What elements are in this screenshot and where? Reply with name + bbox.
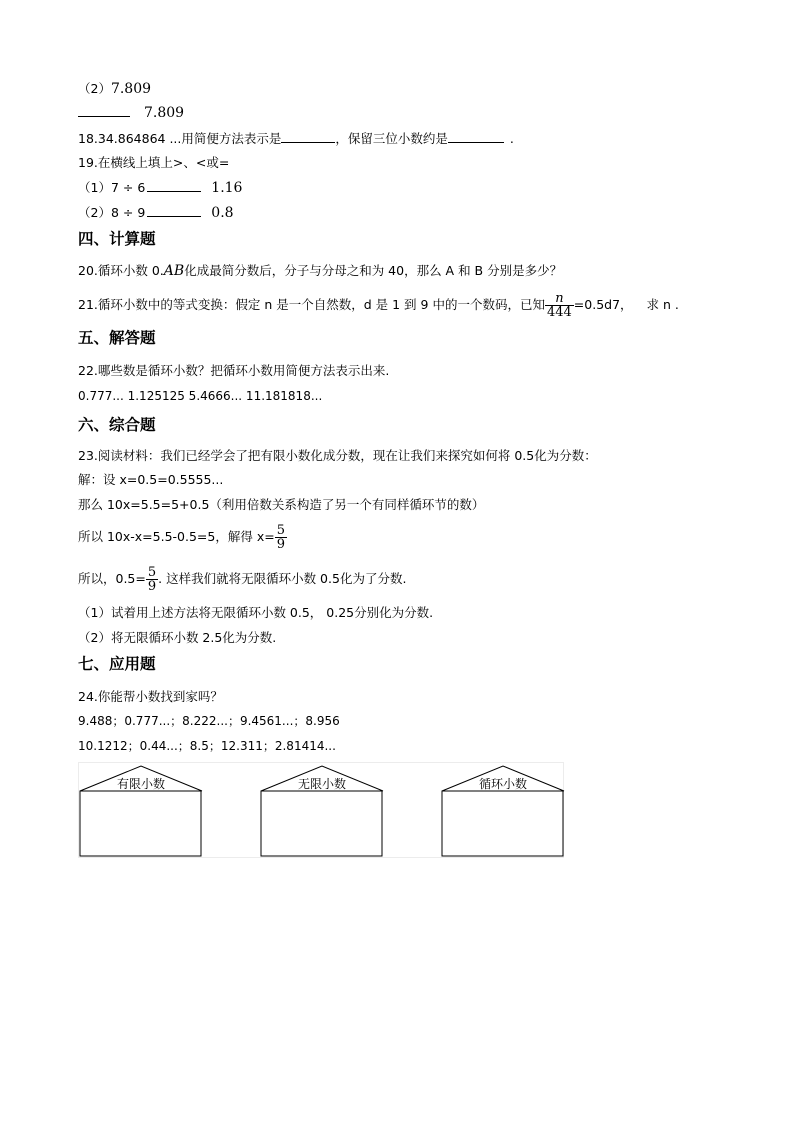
- house-repeating-decimal[interactable]: [441, 763, 565, 859]
- q17-part2-label: （2）: [78, 81, 111, 96]
- q18-text-b: ，保留三位小数约是: [335, 131, 448, 146]
- q18-text: 18.34.864864 ...用简便方法表示是: [78, 131, 282, 146]
- q23-line4-fraction: [146, 566, 158, 593]
- q17-part2-value: 7.809: [110, 81, 152, 97]
- answer-blank[interactable]: [281, 130, 335, 143]
- q23-line3-fraction: [275, 524, 287, 551]
- q23-sub1: （1）试着用上述方法将无限循环小数 0.5， 0.25分别化为分数.: [78, 605, 434, 620]
- section-6-heading: 六、综合题: [78, 416, 156, 434]
- q23-sub2: （2）将无限循环小数 2.5化为分数.: [78, 630, 277, 645]
- q17-part2-answer: [78, 104, 184, 122]
- house-label: 循环小数: [478, 777, 527, 791]
- section-5-heading: 五、解答题: [78, 329, 156, 347]
- q23-line4-text-a: 所以，0.5=: [78, 571, 146, 586]
- q17-part2: [78, 80, 151, 98]
- q21: [78, 292, 679, 319]
- q20-text-a: 20.循环小数 0.: [78, 263, 164, 278]
- answer-blank[interactable]: [147, 204, 201, 217]
- q22-numbers: 0.777... 1.125125 5.4666... 11.181818...: [78, 389, 323, 403]
- q24-row1: 9.488；0.777...；8.222...；9.4561...；8.956: [78, 714, 340, 728]
- q19-p2-right: 0.8: [211, 205, 234, 221]
- q24-row2: 10.1212；0.44...；8.5；12.311；2.81414...: [78, 739, 336, 753]
- answer-blank[interactable]: [448, 130, 504, 143]
- q21-text-b: =0.5d7，: [573, 297, 633, 312]
- house-infinite-decimal[interactable]: [260, 763, 384, 859]
- q20-text-b: 化成最简分数后，分子与分母之和为 40，那么 A 和 B 分别是多少？: [184, 263, 563, 278]
- q21-frac-den: 444: [546, 305, 572, 320]
- q23-line4-den: 9: [147, 579, 157, 594]
- q18: [78, 130, 514, 148]
- q23-line1: 解：设 x=0.5=0.5555...: [78, 472, 224, 487]
- q21-text-a: 21.循环小数中的等式变换：假定 n 是一个自然数，d 是 1 到 9 中的一个数码，已知: [78, 297, 545, 312]
- q23-line4-num: 5: [147, 565, 157, 580]
- q19-part1: [78, 179, 242, 197]
- q23-title: 23.阅读材料：我们已经学会了把有限小数化成分数，现在让我们来探究如何将 0.5化为分数：: [78, 448, 597, 463]
- q19-p1-right: 1.16: [211, 180, 243, 196]
- house-finite-decimal[interactable]: [79, 763, 203, 859]
- q23-line3-num: 5: [276, 523, 285, 538]
- q17-part2-value2: 7.809: [143, 105, 185, 121]
- q19-p1-label: （1）7 ÷ 6: [78, 180, 146, 195]
- q19-title: 19.在横线上填上>、<或=: [78, 155, 230, 170]
- q20: [78, 262, 562, 280]
- houses-area: [78, 762, 564, 858]
- q19-p2-label: （2）8 ÷ 9: [78, 205, 146, 220]
- q21-fraction: [545, 292, 574, 319]
- q20-var: AB: [163, 263, 185, 279]
- q21-frac-num: n: [555, 291, 564, 306]
- q18-period: .: [509, 131, 514, 146]
- answer-blank[interactable]: [147, 179, 201, 192]
- house-label: 无限小数: [297, 777, 346, 791]
- q23-line2: 那么 10x=5.5=5+0.5（利用倍数关系构造了另一个有同样循环节的数）: [78, 497, 485, 512]
- q22-title: 22.哪些数是循环小数？把循环小数用简便方法表示出来.: [78, 363, 390, 378]
- q23-line4-text-b: . 这样我们就将无限循环小数 0.5化为了分数.: [158, 571, 407, 586]
- q21-text-c: 求 n .: [646, 297, 679, 312]
- section-7-heading: 七、应用题: [78, 655, 156, 673]
- q23-line3: [78, 524, 287, 551]
- q24-title: 24.你能帮小数找到家吗？: [78, 689, 223, 704]
- q23-line4: [78, 566, 406, 593]
- q23-line3-text: 所以 10x-x=5.5-0.5=5，解得 x=: [78, 529, 275, 544]
- answer-blank[interactable]: [78, 104, 130, 117]
- house-label: 有限小数: [116, 777, 165, 791]
- q19-part2: [78, 204, 234, 222]
- section-4-heading: 四、计算题: [78, 230, 156, 248]
- q23-line3-den: 9: [276, 537, 285, 552]
